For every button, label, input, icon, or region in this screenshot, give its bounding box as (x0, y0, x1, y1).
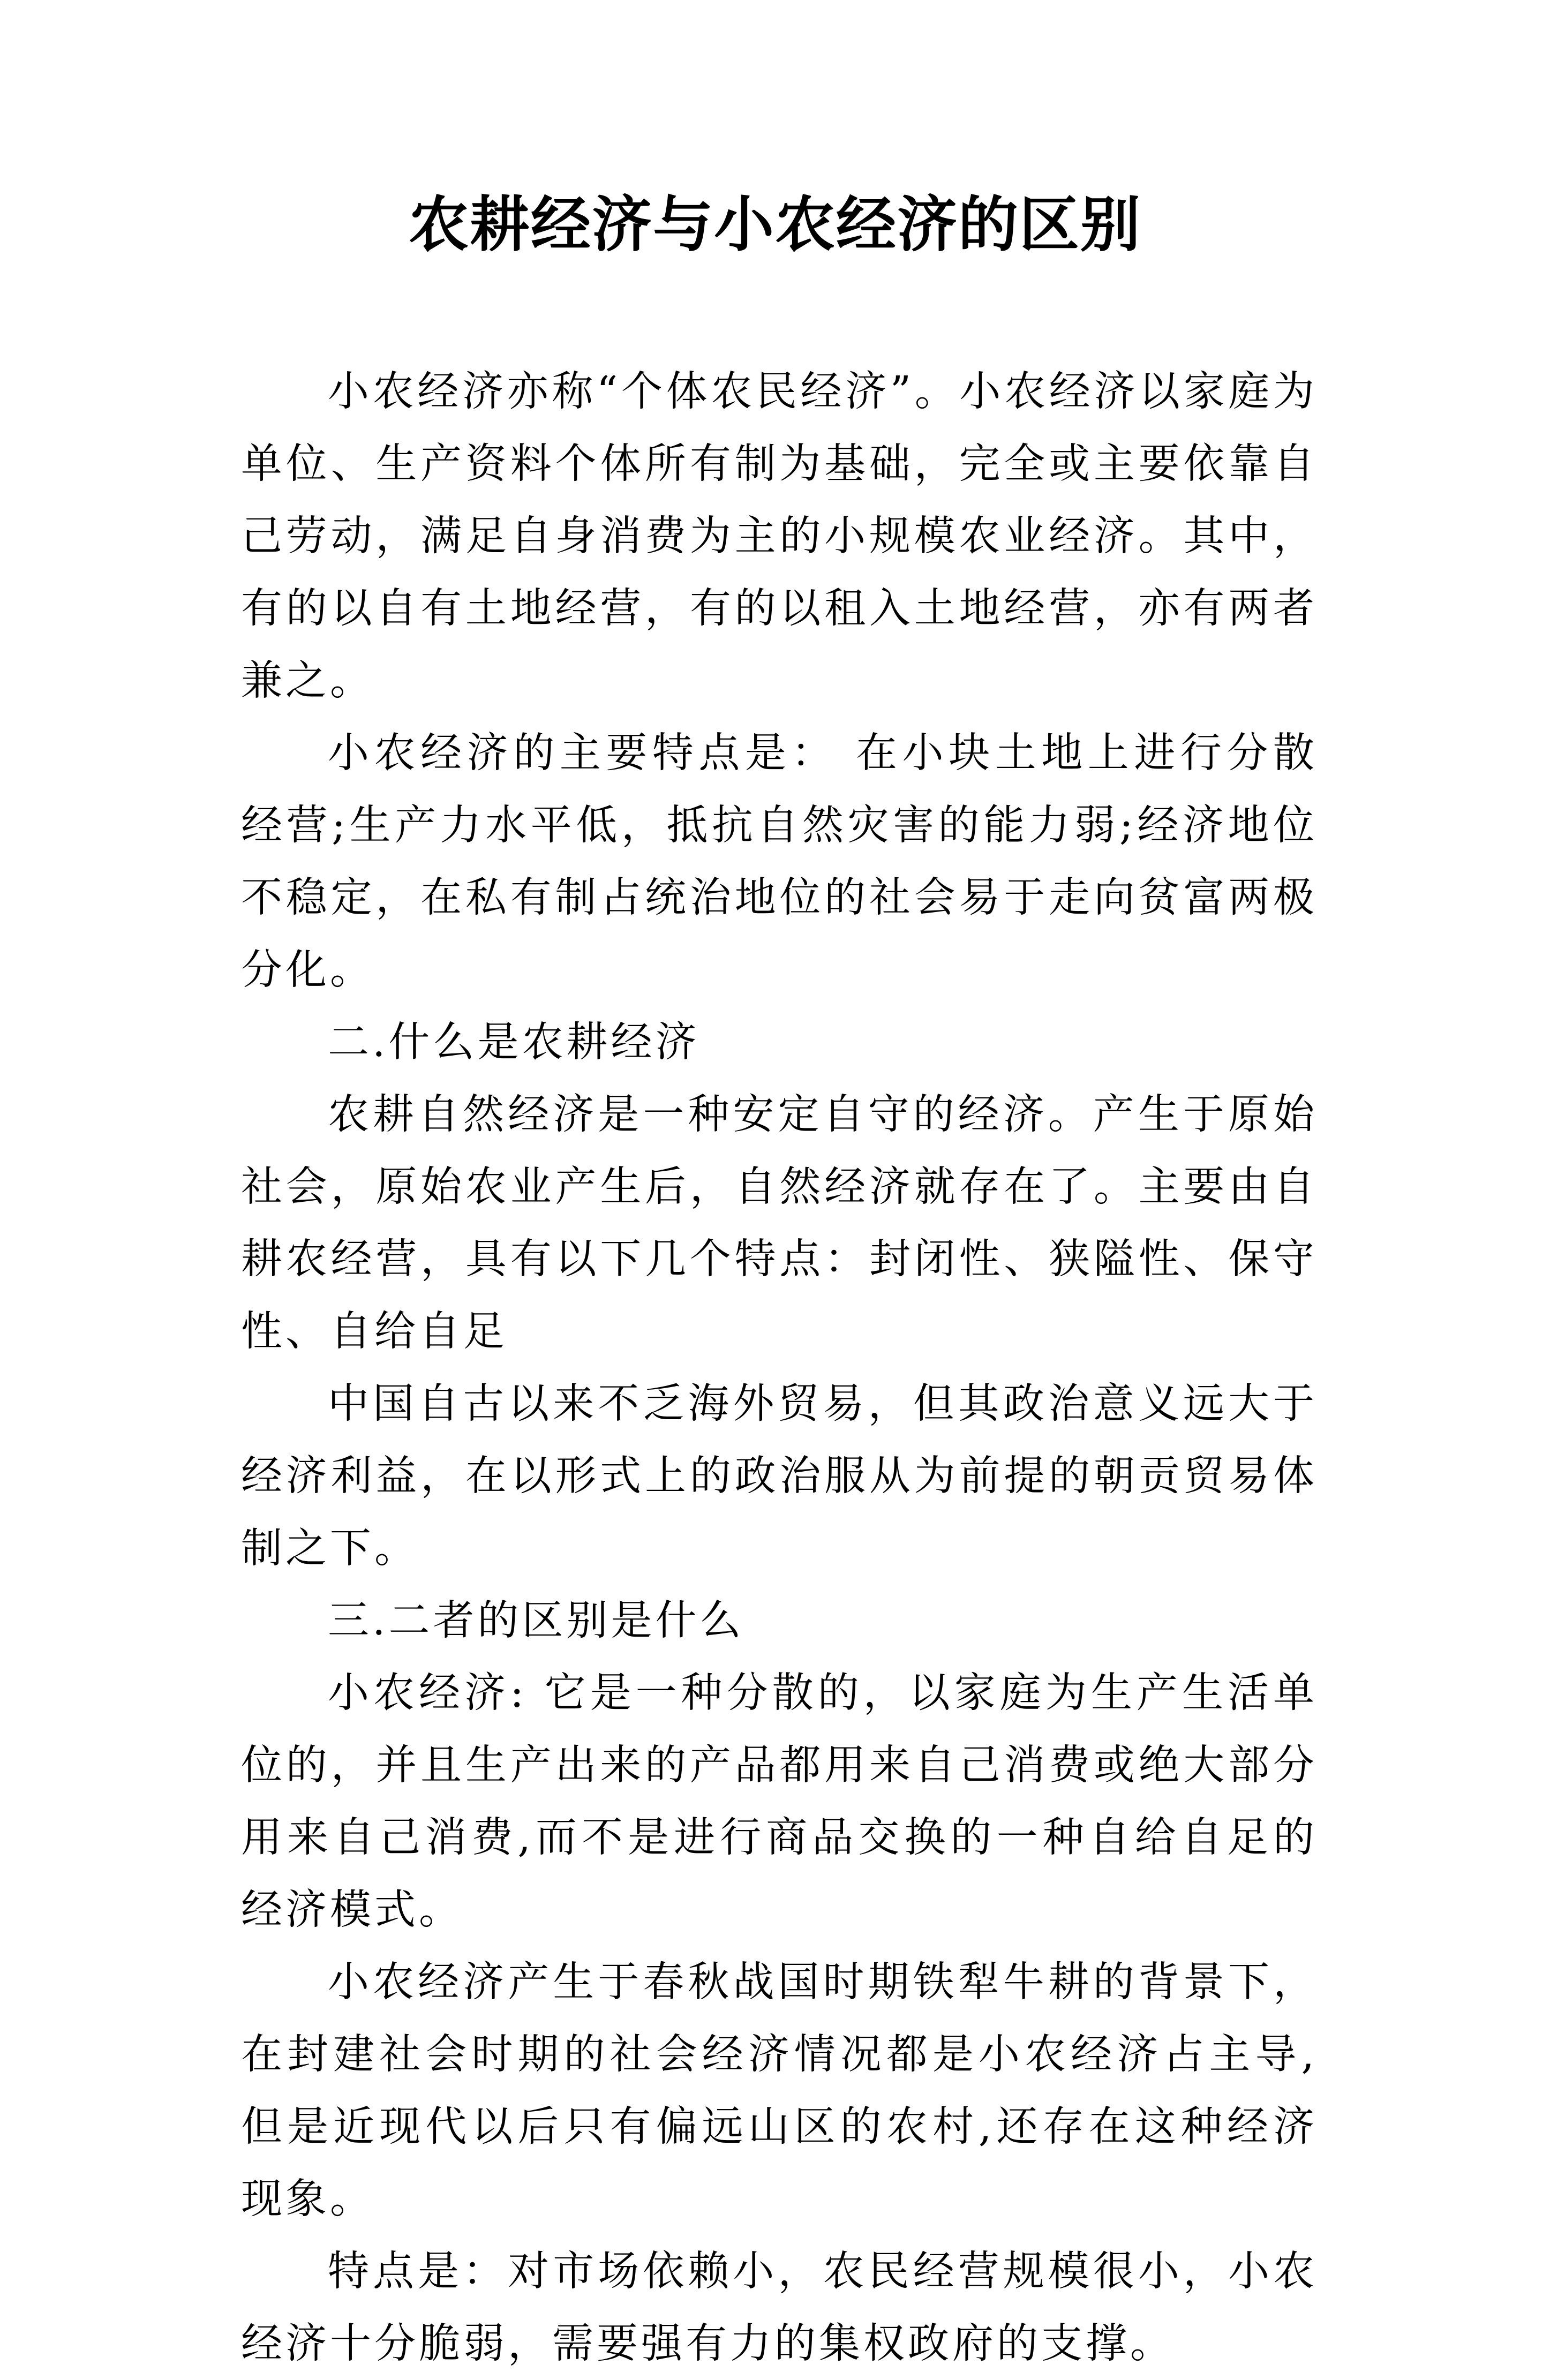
paragraph-7: 特点是：对市场依赖小，农民经营规模很小，小农经济十分脆弱，需要强有力的集权政府的支撑。 (241, 2248, 1318, 2368)
paragraph-6: 小农经济产生于春秋战国时期铁犁牛耕的背景下，在封建社会时期的社会经济情况都是小农经济占主导,但是近现代以后只有偏远山区的农村,还存在这种经济现象。 (241, 1959, 1318, 2223)
paragraph-5: 小农经济: 它是一种分散的，以家庭为生产生活单位的，并且生产出来的产品都用来自己消费或绝大部分用来自己消费,而不是进行商品交换的一种自给自足的经济模式。 (241, 1669, 1318, 1934)
document-title: 农耕经济与小农经济的区别 (409, 190, 1141, 260)
paragraph-1: 小农经济亦称“个体农民经济”。小农经济以家庭为单位、生产资料个体所有制为基础，完全或主要依靠自己劳动，满足自身消费为主的小规模农业经济。其中，有的以自有土地经营，有的以租入土地经营，亦有两者兼之。 (241, 368, 1318, 705)
document-body (241, 356, 1318, 2380)
section-heading-3: 三.二者的区别是什么 (328, 1597, 744, 1645)
paragraph-4: 中国自古以来不乏海外贸易，但其政治意义远大于经济利益，在以形式上的政治服从为前提的朝贡贸易体制之下。 (241, 1380, 1318, 1572)
paragraph-3: 农耕自然经济是一种安定自守的经济。产生于原始社会，原始农业产生后，自然经济就存在了。主要由自耕农经营，具有以下几个特点：封闭性、狭隘性、保守性、自给自足 (241, 1091, 1318, 1355)
section-heading-2: 二.什么是农耕经济 (328, 1019, 700, 1066)
paragraph-2: 小农经济的主要特点是： 在小块土地上进行分散经营;生产力水平低，抵抗自然灾害的能力弱;经济地位不稳定，在私有制占统治地位的社会易于走向贫富两极分化。 (241, 729, 1318, 994)
